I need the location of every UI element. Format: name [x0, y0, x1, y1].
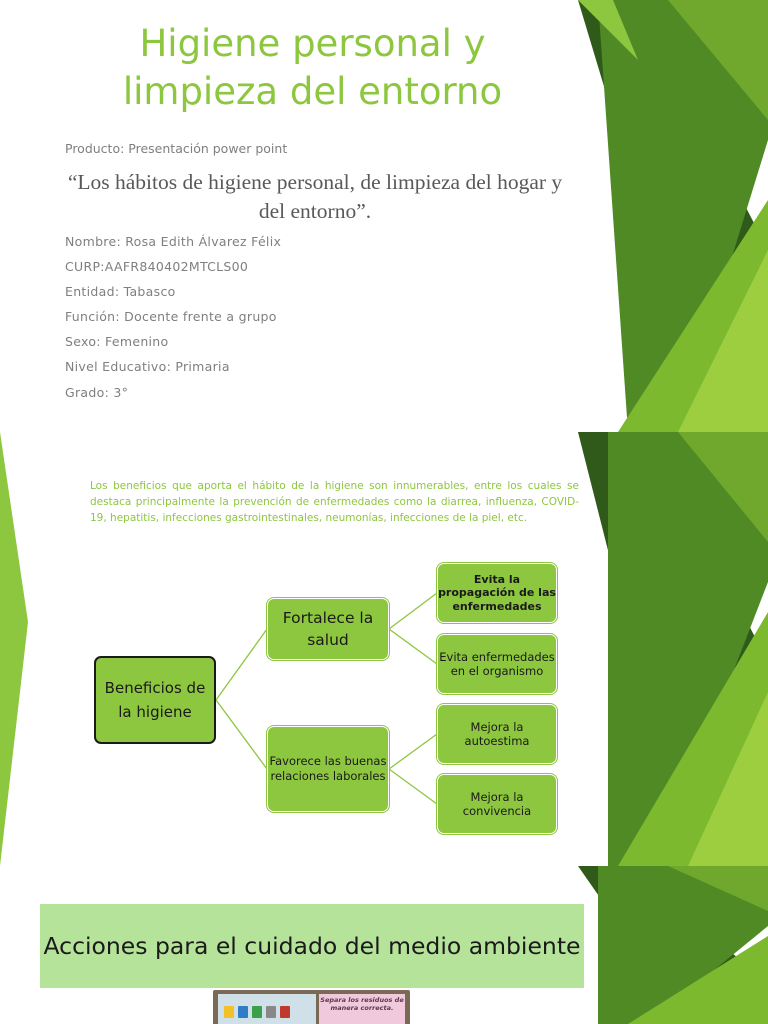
diagram-leaf-mejora-autoestima: Mejora la autoestima	[437, 704, 557, 764]
gray-bin-icon	[266, 1006, 276, 1018]
left-triangle-decoration	[0, 432, 30, 866]
field-funcion: Función: Docente frente a grupo	[65, 309, 277, 324]
field-entidad: Entidad: Tabasco	[65, 284, 176, 299]
diagram-leaf-mejora-convivencia: Mejora la convivencia	[437, 774, 557, 834]
diagram-root-node: Beneficios de la higiene	[94, 656, 216, 744]
green-bin-icon	[252, 1006, 262, 1018]
recycling-poster-image	[213, 990, 410, 1024]
field-nivel: Nivel Educativo: Primaria	[65, 359, 230, 374]
diagram-leaf-evita-propagacion: Evita la propagación de las enfermedades	[437, 563, 557, 623]
red-bin-icon	[280, 1006, 290, 1018]
diagram-node-fortalece: Fortalece la salud	[267, 598, 389, 660]
benefits-intro-text: Los beneficios que aporta el hábito de la higiene son innumerables, entre los cuales se destaca principalmente la prevención de enfermedades como la diarrea, influenza, COVID-19, hepatitis, infecciones gastrointestinales, neumonías, infecciones de la piel, etc.	[90, 480, 579, 524]
quote-text: “Los hábitos de higiene personal, de limpieza del hogar y del entorno”.	[67, 170, 563, 223]
page-title: Higiene personal y limpieza del entorno	[122, 22, 503, 113]
blue-bin-icon	[238, 1006, 248, 1018]
slide-environment	[0, 866, 768, 1024]
recycling-bins-board	[218, 994, 316, 1024]
yellow-bin-icon	[224, 1006, 234, 1018]
green-triangles-decoration	[578, 866, 768, 1024]
slide-benefits	[0, 432, 768, 866]
diagram-leaf-evita-enfermedades: Evita enfermedades en el organismo	[437, 634, 557, 694]
slide-title	[0, 0, 768, 432]
field-nombre: Nombre: Rosa Edith Álvarez Félix	[65, 234, 282, 249]
green-triangles-decoration	[578, 432, 768, 866]
green-triangles-decoration	[578, 0, 768, 432]
field-curp: CURP:AAFR840402MTCLS00	[65, 259, 249, 274]
field-sexo: Sexo: Femenino	[65, 334, 169, 349]
product-label: Producto: Presentación power point	[65, 141, 288, 156]
recycling-note: Separa los residuos de manera correcta.	[319, 994, 405, 1024]
environment-actions-heading: Acciones para el cuidado del medio ambiente	[40, 904, 584, 988]
diagram-node-favorece: Favorece las buenas relaciones laborales	[267, 726, 389, 812]
field-grado: Grado: 3°	[65, 385, 129, 400]
